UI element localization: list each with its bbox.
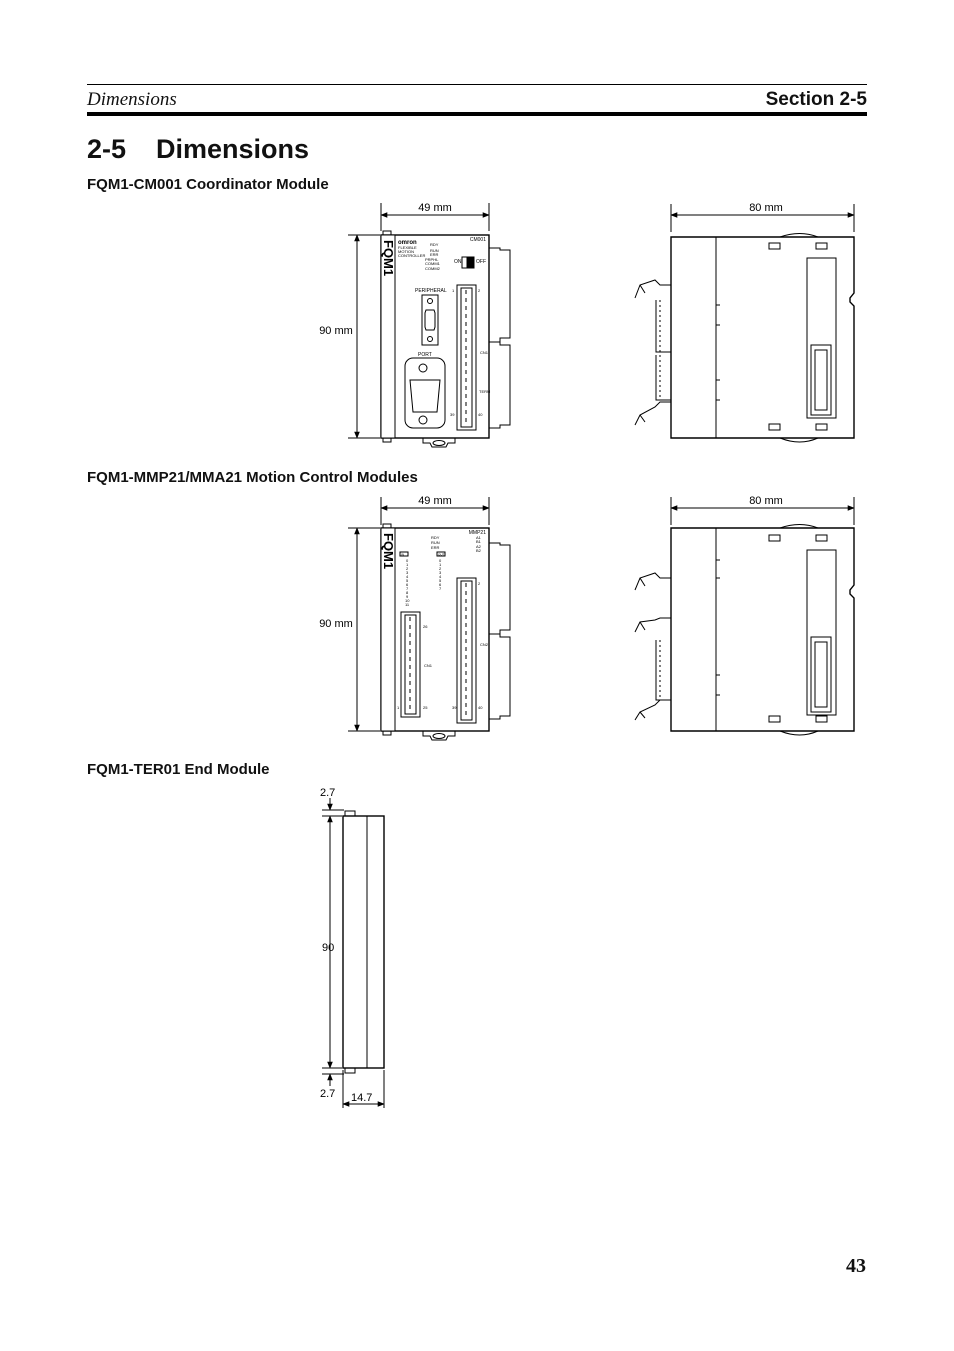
svg-text:11: 11 <box>405 602 410 607</box>
svg-text:39: 39 <box>452 705 457 710</box>
svg-text:2: 2 <box>478 581 481 586</box>
svg-text:PORT: PORT <box>418 352 432 358</box>
svg-text:RDY: RDY <box>430 242 439 247</box>
svg-text:OUT: OUT <box>438 552 445 557</box>
ter01-top-dim: 2.7 <box>320 787 336 799</box>
cm001-depth-dim: 80 mm <box>749 202 783 214</box>
mmp21-front-labels <box>319 495 489 710</box>
cm001-side-view <box>635 204 854 442</box>
svg-text:26: 26 <box>423 624 428 629</box>
running-header-title: Dimensions <box>87 89 177 110</box>
svg-text:0: 0 <box>439 558 442 563</box>
svg-text:6: 6 <box>439 582 442 587</box>
mmp21-side-view <box>635 497 854 735</box>
svg-text:9: 9 <box>406 594 409 599</box>
svg-text:CN1: CN1 <box>424 663 433 668</box>
svg-text:RUN: RUN <box>430 248 439 253</box>
ter01-width-dim: 14.7 <box>351 1092 373 1104</box>
svg-text:A1: A1 <box>476 535 481 540</box>
ter01-bottom-dim: 2.7 <box>320 1088 336 1100</box>
ter01-height-dim: 90 <box>322 942 335 954</box>
mmp21-height-dim: 90 mm <box>319 618 353 630</box>
svg-text:ON: ON <box>454 259 462 265</box>
svg-text:FLEXIBLE: FLEXIBLE <box>398 245 417 250</box>
svg-text:2: 2 <box>406 566 409 571</box>
svg-text:3: 3 <box>439 570 442 575</box>
svg-text:1: 1 <box>439 562 442 567</box>
cm001-height-dim: 90 mm <box>319 325 353 337</box>
svg-text:1: 1 <box>452 288 455 293</box>
section-title: Dimensions <box>156 134 310 164</box>
svg-text:CONTROLLER: CONTROLLER <box>398 253 426 258</box>
svg-text:4: 4 <box>406 574 409 579</box>
svg-text:COMM2: COMM2 <box>425 266 440 271</box>
svg-text:40: 40 <box>478 705 483 710</box>
svg-text:B2: B2 <box>476 548 481 553</box>
svg-text:IN: IN <box>401 552 404 557</box>
svg-text:40: 40 <box>478 412 483 417</box>
svg-text:0: 0 <box>406 558 409 563</box>
svg-text:7: 7 <box>439 586 442 591</box>
svg-text:3: 3 <box>406 570 409 575</box>
svg-text:1: 1 <box>406 562 409 567</box>
mmp21-model: MMP21 <box>468 530 486 536</box>
page-number: 43 <box>846 1255 866 1277</box>
cm001-logo: omron <box>398 240 417 246</box>
svg-text:25: 25 <box>423 705 428 710</box>
svg-text:OFF: OFF <box>476 259 486 265</box>
svg-text:39: 39 <box>450 412 455 417</box>
mmp21-depth-dim: 80 mm <box>749 495 783 507</box>
svg-text:10: 10 <box>405 598 410 603</box>
svg-text:6: 6 <box>406 582 409 587</box>
svg-text:1: 1 <box>397 705 400 710</box>
svg-text:8: 8 <box>406 590 409 595</box>
svg-text:PRPHL: PRPHL <box>425 257 439 262</box>
cm001-model: CM001 <box>469 237 486 243</box>
svg-text:A2: A2 <box>476 544 481 549</box>
svg-text:5: 5 <box>406 578 409 583</box>
mmp21-brand: FQM1 <box>381 533 396 570</box>
svg-text:ERR: ERR <box>431 545 440 550</box>
svg-text:TERM: TERM <box>479 389 491 394</box>
svg-text:2: 2 <box>439 566 442 571</box>
running-header-section: Section 2-5 <box>765 89 867 110</box>
svg-text:7: 7 <box>406 586 409 591</box>
heading-mmp21: FQM1-MMP21/MMA21 Motion Control Modules <box>87 469 418 486</box>
svg-text:COMM1: COMM1 <box>425 261 440 266</box>
svg-text:CN1: CN1 <box>480 350 489 355</box>
ter01-labels <box>320 787 372 1104</box>
svg-text:ERR: ERR <box>430 252 439 257</box>
section-number: 2-5 <box>87 134 127 164</box>
svg-text:B1: B1 <box>476 539 481 544</box>
heading-cm001: FQM1-CM001 Coordinator Module <box>87 176 329 193</box>
cm001-width-dim: 49 mm <box>418 202 452 214</box>
svg-text:5: 5 <box>439 578 442 583</box>
svg-text:RDY: RDY <box>431 535 440 540</box>
svg-text:PERIPHERAL: PERIPHERAL <box>415 288 447 294</box>
svg-text:RUN: RUN <box>431 540 440 545</box>
svg-text:MOTION: MOTION <box>398 249 414 254</box>
heading-ter01: FQM1-TER01 End Module <box>87 761 270 778</box>
svg-text:2: 2 <box>478 288 481 293</box>
cm001-brand: FQM1 <box>381 240 396 277</box>
svg-text:CN2: CN2 <box>480 642 489 647</box>
mmp21-width-dim: 49 mm <box>418 495 452 507</box>
svg-text:4: 4 <box>439 574 442 579</box>
